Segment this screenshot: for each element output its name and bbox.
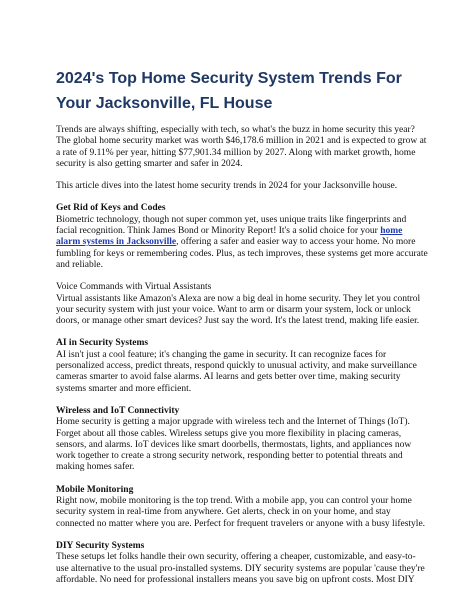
section-keys-codes [56,203,428,271]
section-heading: Get Rid of Keys and Codes [56,203,166,214]
section-body-text: Biometric technology, though not super common yet, uses unique traits like fingerprints and facial recognition. Think James Bond or Minority Report! It's a solid choice for your [56,214,407,237]
section-diy [56,541,428,586]
section-heading: DIY Security Systems [56,540,145,551]
section-body: Home security is getting a major upgrade with wireless tech and the Internet of Things (IoT). Forget about all those cables. Wireless setups give you more flexibility in placing cameras, sensors, and alarms. IoT devices like smart doorbells, thermostats, lights, and appliances now work together to create a strong security network, responding better to potential threats and making homes safer. [56,417,412,473]
section-body [56,215,428,271]
section-heading: AI in Security Systems [56,338,149,349]
section-heading: Mobile Monitoring [56,484,134,495]
section-body: These setups let folks handle their own security, offering a cheaper, customizable, and easy-to-use alternative to the usual pro-installed systems. DIY security systems are popular 'cause they're affordable. No need for professional installers means you save big on upfront costs. Most DIY [56,552,425,585]
section-voice-commands [56,282,428,327]
section-body-text: , offering a safer and easier way to access your home. No more fumbling for keys or remembering codes. Plus, as tech improves, these systems get more accurate and reliable. [56,237,428,270]
section-body: Virtual assistants like Amazon's Alexa are now a big deal in home security. They let you control your security system with just your voice. Want to arm or disarm your system, lock or unlock doors, or manage other smart devices? Just say the word. It's the latest trend, making life easier. [56,293,421,327]
intro-paragraph-2: This article dives into the latest home security trends in 2024 for your Jacksonville house. [56,181,398,192]
home-alarm-link[interactable]: home alarm systems in Jacksonville [56,226,403,248]
intro-paragraph: Trends are always shifting, especially with tech, so what's the buzz in home security this year? The global home security market was worth $46,178.6 million in 2021 and is expected to grow at a rate of 9.11% per year, hitting $77,901.34 million by 2027. Along with market growth, home security is also getting smarter and safer in 2024. [56,125,427,169]
section-heading: Wireless and IoT Connectivity [56,405,180,416]
section-wireless-iot [56,406,428,474]
section-body: Right now, mobile monitoring is the top trend. With a mobile app, you can control your home security system in real-time from anywhere. Get alerts, check in on your home, and stay connected no matter where you are. Perfect for frequent travelers or anyone with a busy lifestyle. [56,496,426,529]
section-mobile-monitoring [56,485,428,530]
section-heading: Voice Commands with Virtual Assistants [56,282,212,293]
section-ai [56,338,428,394]
section-body: AI isn't just a cool feature; it's changing the game in security. It can recognize faces for personalized access, predict threats, respond quickly to unusual activity, and make surveillance cameras smarter to avoid false alarms. AI learns and gets better over time, making security systems smarter and more efficient. [56,349,417,394]
page-title: 2024's Top Home Security System Trends For Your Jacksonville, FL House [56,70,402,112]
